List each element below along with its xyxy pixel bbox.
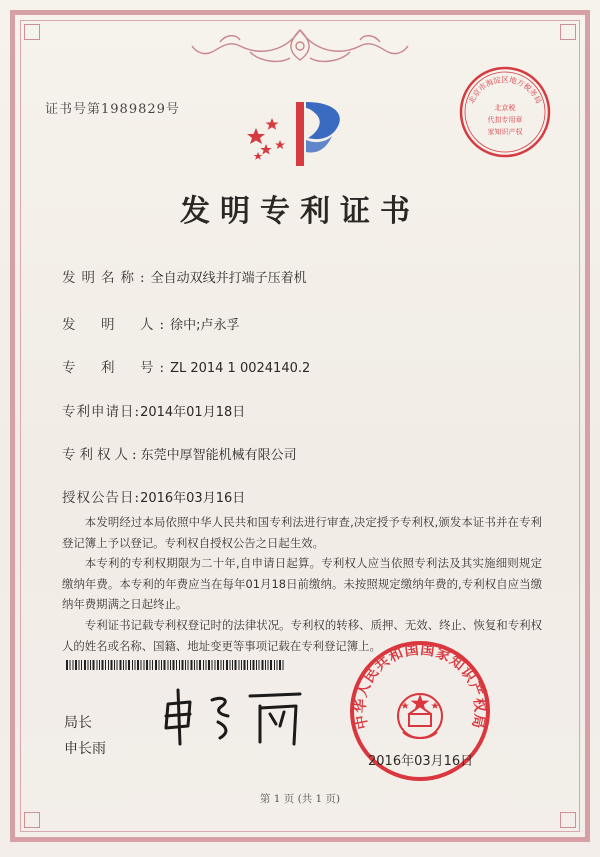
barcode-bar bbox=[99, 660, 100, 670]
barcode-bar bbox=[170, 660, 171, 670]
barcode-icon bbox=[66, 660, 286, 670]
barcode-bar bbox=[126, 660, 127, 670]
tax-stamp-icon bbox=[455, 62, 555, 162]
barcode-bar bbox=[221, 660, 222, 670]
barcode-bar bbox=[191, 660, 193, 670]
certificate-number: 证书号第1989829号 bbox=[45, 102, 180, 117]
barcode-bar bbox=[241, 660, 242, 670]
page-footer: 第 1 页 (共 1 页) bbox=[259, 793, 341, 805]
barcode-bar bbox=[244, 660, 246, 670]
svg-text:北京市海淀区地方税务局: 北京市海淀区地方税务局 bbox=[466, 75, 544, 105]
official-title: 局长 bbox=[64, 715, 92, 731]
field-inventor bbox=[62, 313, 239, 333]
barcode-bar bbox=[253, 660, 255, 670]
barcode-bar bbox=[114, 660, 115, 670]
barcode-bar bbox=[217, 660, 219, 670]
corner-ornament bbox=[560, 24, 576, 40]
field-label: 专利权人: bbox=[62, 447, 141, 463]
barcode-bar bbox=[150, 660, 151, 670]
certificate-body bbox=[62, 512, 542, 656]
barcode-bar bbox=[128, 660, 130, 670]
sipo-logo-icon bbox=[238, 96, 353, 168]
barcode-bar bbox=[90, 660, 91, 670]
barcode-bar bbox=[239, 660, 240, 670]
corner-ornament bbox=[24, 24, 40, 40]
barcode-bar bbox=[268, 660, 269, 670]
barcode-bar bbox=[159, 660, 160, 670]
barcode-bar bbox=[199, 660, 201, 670]
field-value: 2016年03月16日 bbox=[140, 491, 246, 506]
barcode-bar bbox=[135, 660, 136, 670]
barcode-bar bbox=[161, 660, 162, 670]
seal-date: 2016年03月16日 bbox=[368, 754, 474, 769]
barcode-bar bbox=[108, 660, 109, 670]
field-value: ZL 2014 1 0024140.2 bbox=[170, 361, 311, 376]
barcode-bar bbox=[117, 660, 118, 670]
barcode-bar bbox=[197, 660, 198, 670]
barcode-bar bbox=[277, 660, 278, 670]
body-paragraph: 本发明经过本局依照中华人民共和国专利法进行审查,决定授予专利权,颁发本证书并在专利登记簿上予以登记。专利权自授权公告之日起生效。 bbox=[62, 515, 542, 550]
field-label: 发明名称: bbox=[62, 270, 151, 286]
barcode-bar bbox=[208, 660, 210, 670]
barcode-bar bbox=[223, 660, 224, 670]
barcode-bar bbox=[250, 660, 251, 670]
barcode-bar bbox=[102, 660, 104, 670]
barcode-bar bbox=[137, 660, 139, 670]
barcode-bar bbox=[73, 660, 74, 670]
barcode-bar bbox=[164, 660, 166, 670]
field-label: 专 利 号: bbox=[62, 360, 171, 376]
barcode-bar bbox=[232, 660, 233, 670]
barcode-bar bbox=[70, 660, 71, 670]
barcode-bar bbox=[155, 660, 157, 670]
barcode-bar bbox=[93, 660, 95, 670]
barcode-bar bbox=[206, 660, 207, 670]
barcode-bar bbox=[265, 660, 266, 670]
barcode-bar bbox=[203, 660, 204, 670]
barcode-bar bbox=[247, 660, 248, 670]
body-paragraph: 本专利的专利权期限为二十年,自申请日起算。专利权人应当依照专利法及其实施细则规定缴纳年费。本专利的年费应当在每年01月18日前缴纳。未按照规定缴纳年费的,专利权自应当缴纳年费期满之日起终止。 bbox=[62, 556, 542, 612]
barcode-bar bbox=[132, 660, 133, 670]
barcode-bar bbox=[176, 660, 177, 670]
svg-text:中华人民共和国国家知识产权局: 中华人民共和国国家知识产权局 bbox=[352, 641, 488, 731]
barcode-bar bbox=[144, 660, 145, 670]
svg-text:家知识产权: 家知识产权 bbox=[487, 128, 523, 136]
field-invention-name bbox=[62, 266, 307, 286]
official-name: 申长雨 bbox=[64, 741, 106, 757]
barcode-bar bbox=[279, 660, 281, 670]
barcode-bar bbox=[226, 660, 228, 670]
svg-text:北京税: 北京税 bbox=[494, 104, 516, 112]
barcode-bar bbox=[168, 660, 169, 670]
barcode-bar bbox=[97, 660, 98, 670]
barcode-bar bbox=[141, 660, 142, 670]
certificate-title: 发明专利证书 bbox=[180, 194, 420, 229]
barcode-bar bbox=[81, 660, 82, 670]
barcode-bar bbox=[88, 660, 89, 670]
field-value: 东莞中厚智能机械有限公司 bbox=[140, 448, 297, 463]
barcode-bar bbox=[111, 660, 113, 670]
barcode-bar bbox=[212, 660, 213, 670]
field-patent-no bbox=[62, 356, 310, 376]
barcode-bar bbox=[123, 660, 124, 670]
barcode-bar bbox=[262, 660, 264, 670]
field-label: 专利申请日: bbox=[62, 404, 141, 420]
barcode-bar bbox=[194, 660, 195, 670]
barcode-bar bbox=[179, 660, 180, 670]
top-ornament-icon bbox=[190, 22, 410, 70]
field-patentee bbox=[62, 443, 297, 463]
barcode-bar bbox=[105, 660, 106, 670]
signature-icon bbox=[160, 682, 310, 752]
barcode-bar bbox=[188, 660, 189, 670]
corner-ornament bbox=[560, 812, 576, 828]
barcode-bar bbox=[274, 660, 275, 670]
barcode-bar bbox=[256, 660, 257, 670]
barcode-bar bbox=[173, 660, 175, 670]
body-paragraph: 专利证书记载专利权登记时的法律状况。专利权的转移、质押、无效、终止、恢复和专利权人的姓名或名称、国籍、地址变更等事项记载在专利登记簿上。 bbox=[62, 617, 542, 653]
barcode-bar bbox=[146, 660, 148, 670]
corner-ornament bbox=[24, 812, 40, 828]
field-value: 徐中;卢永孚 bbox=[170, 318, 240, 333]
field-value: 全自动双线并打端子压着机 bbox=[150, 271, 307, 286]
barcode-bar bbox=[75, 660, 77, 670]
barcode-bar bbox=[152, 660, 153, 670]
barcode-bar bbox=[120, 660, 122, 670]
svg-text:代扣专用章: 代扣专用章 bbox=[487, 116, 523, 124]
barcode-bar bbox=[270, 660, 272, 670]
barcode-bar bbox=[182, 660, 184, 670]
barcode-bar bbox=[185, 660, 186, 670]
field-filing-date bbox=[62, 400, 245, 420]
field-grant-date bbox=[62, 486, 245, 506]
barcode-bar bbox=[84, 660, 86, 670]
barcode-bar bbox=[79, 660, 80, 670]
barcode-bar bbox=[215, 660, 216, 670]
field-label: 授权公告日: bbox=[62, 490, 141, 506]
barcode-bar bbox=[235, 660, 237, 670]
barcode-bar bbox=[259, 660, 260, 670]
barcode-bar bbox=[66, 660, 68, 670]
field-label: 发 明 人: bbox=[62, 317, 171, 333]
barcode-bar bbox=[283, 660, 284, 670]
barcode-bar bbox=[230, 660, 231, 670]
field-value: 2014年01月18日 bbox=[140, 405, 246, 420]
